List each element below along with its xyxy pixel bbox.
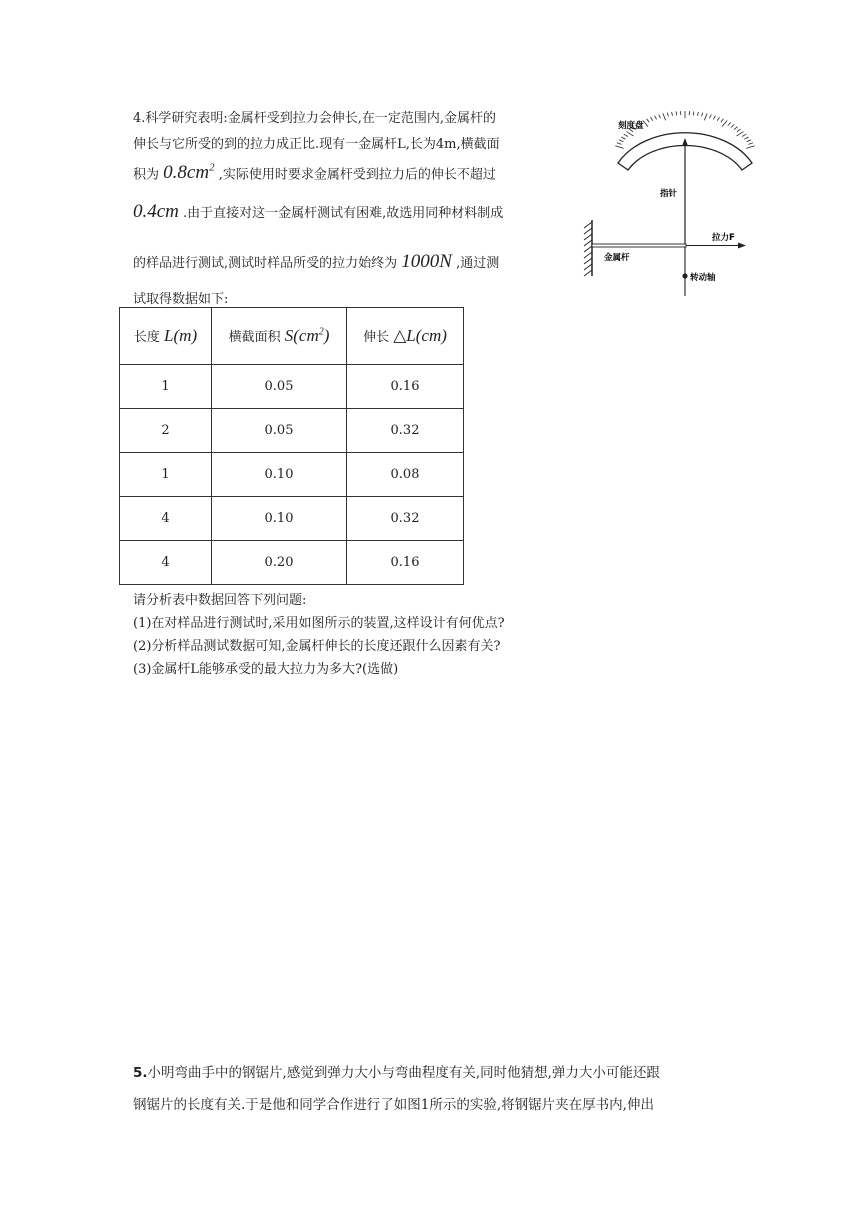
cell-extension: 0.32: [347, 497, 464, 541]
dial-tick: [643, 121, 648, 127]
problem4-line2: 伸长与它所受的到的拉力成正比.现有一金属杆L,长为4m,横截面: [133, 137, 500, 152]
dial-tick: [746, 146, 754, 149]
header-area: 横截面积 $S(cm^2)$: [212, 308, 347, 365]
problem5-line2: 钢锯片的长度有关.于是他和同学合作进行了如图1所示的实验,将钢锯片夹在厚书内,伸出: [133, 1097, 654, 1113]
force-arrowhead: [738, 243, 746, 249]
dial-tick: [710, 115, 712, 119]
problem4-line6: 试取得数据如下:: [133, 292, 229, 307]
metal-rod: [592, 244, 686, 247]
header-length: 长度 L(m): [120, 308, 212, 365]
dial-tick: [615, 146, 623, 149]
problem4-line4-post: .由于直接对这一金属杆测试有困难,故选用同种材料制成: [183, 206, 504, 221]
problem5-number: 5.: [133, 1065, 148, 1081]
data-table: [119, 307, 464, 585]
table-row: [120, 365, 464, 409]
cell-length: 4: [120, 497, 212, 541]
dial-tick: [659, 115, 661, 119]
question-1: (1)在对样品进行测试时,采用如图所示的装置,这样设计有何优点?: [133, 616, 505, 631]
dial-tick: [693, 111, 694, 115]
dial-tick: [676, 111, 677, 115]
dial-tick: [672, 112, 673, 116]
pivot-dot: [682, 273, 687, 278]
cell-length: 2: [120, 409, 212, 453]
dial-tick: [624, 134, 628, 136]
problem4-line4: [133, 201, 503, 223]
dial-tick: [734, 127, 738, 130]
cell-area: 0.10: [212, 453, 347, 497]
questions-intro: 请分析表中数据回答下列问题:: [133, 593, 307, 608]
dial-label: 刻度盘: [618, 121, 644, 131]
table-row: [120, 497, 464, 541]
pointer-label: 指针: [660, 189, 678, 199]
dial-tick: [698, 112, 699, 116]
force-value: 1000N: [401, 251, 452, 272]
question-2: (2)分析样品测试数据可知,金属杆伸长的长度还跟什么因素有关?: [133, 639, 501, 654]
cell-length: 1: [120, 453, 212, 497]
dial-tick: [737, 129, 741, 132]
dial-tick: [722, 121, 727, 127]
dial-tick: [663, 113, 666, 120]
problem4-line1: 4.科学研究表明:金属杆受到拉力会伸长,在一定范围内,金属杆的: [133, 111, 497, 126]
apparatus-figure: [580, 108, 760, 298]
table-row: [120, 541, 464, 585]
dial-tick: [619, 140, 623, 142]
dial-tick: [704, 113, 707, 120]
dial-tick: [748, 143, 753, 145]
dial-tick: [737, 132, 744, 137]
header-extension: 伸长 △L(cm): [347, 308, 464, 365]
cell-area: 0.05: [212, 365, 347, 409]
cell-area: 0.05: [212, 409, 347, 453]
problem4-line3-pre: 积为: [133, 167, 160, 183]
problem4-line3-post: ,实际使用时要求金属杆受到拉力后的伸长不超过: [218, 167, 496, 183]
dial-tick: [713, 116, 715, 120]
dial-tick: [617, 143, 622, 145]
question-3: (3)金属杆L能够承受的最大拉力为多大?(选做): [133, 662, 399, 677]
cell-length: 4: [120, 541, 212, 585]
extension-limit-value: 0.4cm: [133, 201, 179, 222]
dial-tick: [627, 132, 634, 137]
cell-length: 1: [120, 365, 212, 409]
problem4-line5: [133, 251, 499, 273]
problem4-line5-post: ,通过测: [456, 256, 500, 271]
table-header-row: [120, 308, 464, 365]
wall-hatching: [584, 222, 592, 276]
axis-label: 转动轴: [690, 273, 716, 283]
problem4-line3: [133, 162, 496, 184]
table-row: [120, 453, 464, 497]
dial-tick: [721, 119, 724, 123]
table-row: [120, 409, 464, 453]
dial-tick: [655, 116, 657, 120]
dial-tick: [747, 140, 751, 142]
cell-extension: 0.16: [347, 365, 464, 409]
rod-label: 金属杆: [604, 253, 630, 263]
cell-area: 0.20: [212, 541, 347, 585]
problem5-line1: 5.小明弯曲手中的钢锯片,感觉到弹力大小与弯曲程度有关,同时他猜想,弹力大小可能还跟: [133, 1065, 660, 1081]
area-value: $0.8cm^2$: [163, 162, 215, 184]
dial-tick: [667, 113, 668, 117]
dial-tick: [651, 117, 653, 121]
cell-extension: 0.16: [347, 541, 464, 585]
cell-extension: 0.32: [347, 409, 464, 453]
dial-tick: [742, 134, 746, 136]
dial-tick: [702, 113, 703, 117]
dial-tick: [745, 137, 749, 139]
force-label: 拉力F: [712, 233, 735, 243]
dial-tick: [717, 117, 719, 121]
dial-tick: [731, 125, 734, 128]
cell-area: 0.10: [212, 497, 347, 541]
dial-tick: [728, 122, 731, 125]
dial-tick: [647, 119, 650, 123]
dial-tick: [621, 137, 625, 139]
problem4-line5-pre: 的样品进行测试,测试时样品所受的拉力始终为: [133, 256, 398, 271]
cell-extension: 0.08: [347, 453, 464, 497]
